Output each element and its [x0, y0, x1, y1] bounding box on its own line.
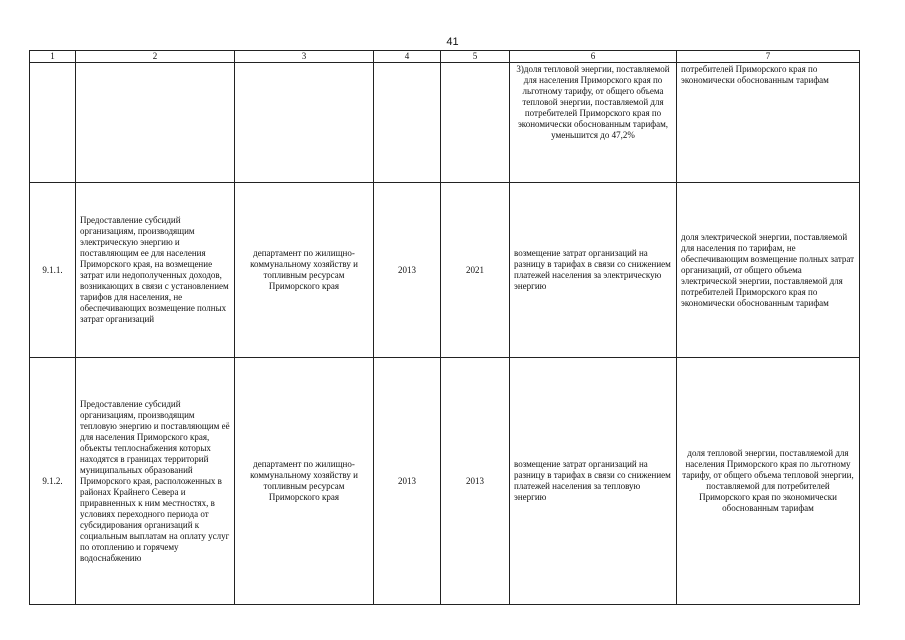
cell-expected-result: возмещение затрат организаций на разницу в тарифах в связи со снижением платежей населения за электрическую энергию — [510, 183, 677, 358]
cell-start-year: 2013 — [374, 183, 441, 358]
page-number: 41 — [446, 36, 459, 48]
column-header: 7 — [677, 51, 860, 63]
cell-measure: Предоставление субсидий организациям, производящим электрическую энергию и поставляющим ее для населения Приморского края, на возмещение затрат или недополученных доходов, возникающих в связи с установлением тарифов для населения, не обеспечивающих возмещение полных затрат организаций — [76, 183, 235, 358]
cell-measure: Предоставление субсидий организациям, производящим тепловую энергию и поставляющим её для населения Приморского края, объекты теплоснабжения которых находятся в границах территорий муниципальных образований Приморского края, расположенных в районах Крайнего Севера и приравненных к ним местностях, в условиях переходного периода от субсидирования организаций к социальным выплатам на оплату услуг по отоплению и горячему водоснабжению — [76, 358, 235, 605]
column-header: 1 — [30, 51, 76, 63]
cell-end-year: 2013 — [441, 358, 510, 605]
cell-expected-result: 3)доля тепловой энергии, поставляемой для населения Приморского края по льготному тарифу, от общего объема тепловой энергии, поставляемой для потребителей Приморского края по экономически обоснованным тарифам, уменьшится до 47,2% — [510, 63, 677, 183]
cell-indicator: доля электрической энергии, поставляемой для населения по тарифам, не обеспечивающим возмещение полных затрат организаций, от общего объема электрической энергии, поставляемой для потребителей Приморского края по экономически обоснованным тарифам — [677, 183, 860, 358]
column-header: 3 — [235, 51, 374, 63]
column-header: 5 — [441, 51, 510, 63]
cell-number — [30, 63, 76, 183]
cell-expected-result: возмещение затрат организаций на разницу в тарифах в связи со снижением платежей населения за тепловую энергию — [510, 358, 677, 605]
header-row — [30, 51, 860, 63]
column-header: 4 — [374, 51, 441, 63]
table-row — [30, 63, 860, 183]
column-header: 6 — [510, 51, 677, 63]
cell-end-year: 2021 — [441, 183, 510, 358]
cell-indicator: доля тепловой энергии, поставляемой для населения Приморского края по льготному тарифу, от общего объема тепловой энергии, поставляемой для потребителей Приморского края по экономически обоснованным тарифам — [677, 358, 860, 605]
cell-start-year — [374, 63, 441, 183]
cell-end-year — [441, 63, 510, 183]
cell-executor: департамент по жилищно-коммунальному хозяйству и топливным ресурсам Приморского края — [235, 358, 374, 605]
cell-number: 9.1.1. — [30, 183, 76, 358]
table-row — [30, 183, 860, 358]
cell-indicator: потребителей Приморского края по экономически обоснованным тарифам — [677, 63, 860, 183]
program-measures-table — [29, 50, 860, 605]
cell-measure — [76, 63, 235, 183]
cell-executor — [235, 63, 374, 183]
cell-number: 9.1.2. — [30, 358, 76, 605]
cell-start-year: 2013 — [374, 358, 441, 605]
table-row — [30, 358, 860, 605]
column-header: 2 — [76, 51, 235, 63]
cell-executor: департамент по жилищно-коммунальному хозяйству и топливным ресурсам Приморского края — [235, 183, 374, 358]
